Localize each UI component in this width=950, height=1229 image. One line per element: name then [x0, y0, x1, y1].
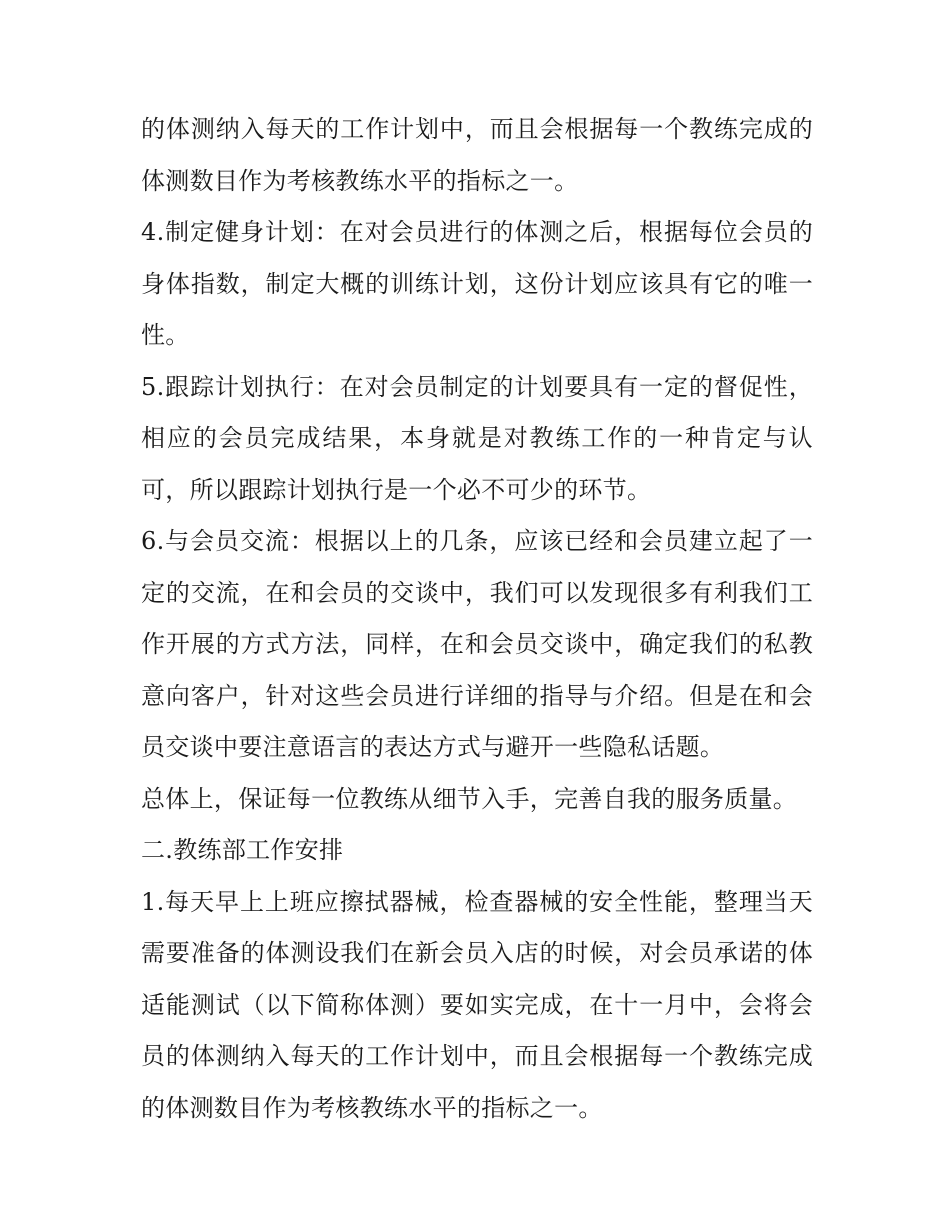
section-heading: 二.教练部工作安排: [141, 836, 344, 864]
paragraph-item-6: 6.与会员交流：根据以上的几条，应该已经和会员建立起了一定的交流，在和会员的交谈中，我们可以发现很多有利我们工作开展的方式方法，同样，在和会员交谈中，确定我们的私教意向客户，针对这些会员进行详细的指导与介绍。但是在和会员交谈中要注意语言的表达方式与避开一些隐私话题。: [141, 527, 813, 761]
paragraph-item-4: 4.制定健身计划：在对会员进行的体测之后，根据每位会员的身体指数，制定大概的训练计划，这份计划应该具有它的唯一性。: [141, 218, 813, 349]
paragraph-continuation: 的体测纳入每天的工作计划中，而且会根据每一个教练完成的体测数目作为考核教练水平的指标之一。: [141, 115, 813, 195]
paragraph-summary: 总体上，保证每一位教练从细节入手，完善自我的服务质量。: [141, 784, 798, 813]
document-body: [141, 104, 813, 1134]
paragraph-item-5: 5.跟踪计划执行：在对会员制定的计划要具有一定的督促性，相应的会员完成结果，本身就是对教练工作的一种肯定与认可，所以跟踪计划执行是一个必不可少的环节。: [141, 372, 813, 504]
paragraph-schedule-item-1: 1.每天早上上班应擦拭器械，检查器械的安全性能，整理当天需要准备的体测设我们在新会员入店的时候，对会员承诺的体适能测试（以下简称体测）要如实完成，在十一月中，会将会员的体测纳入每天的工作计划中，而且会根据每一个教练完成的体测数目作为考核教练水平的指标之一。: [141, 887, 813, 1122]
